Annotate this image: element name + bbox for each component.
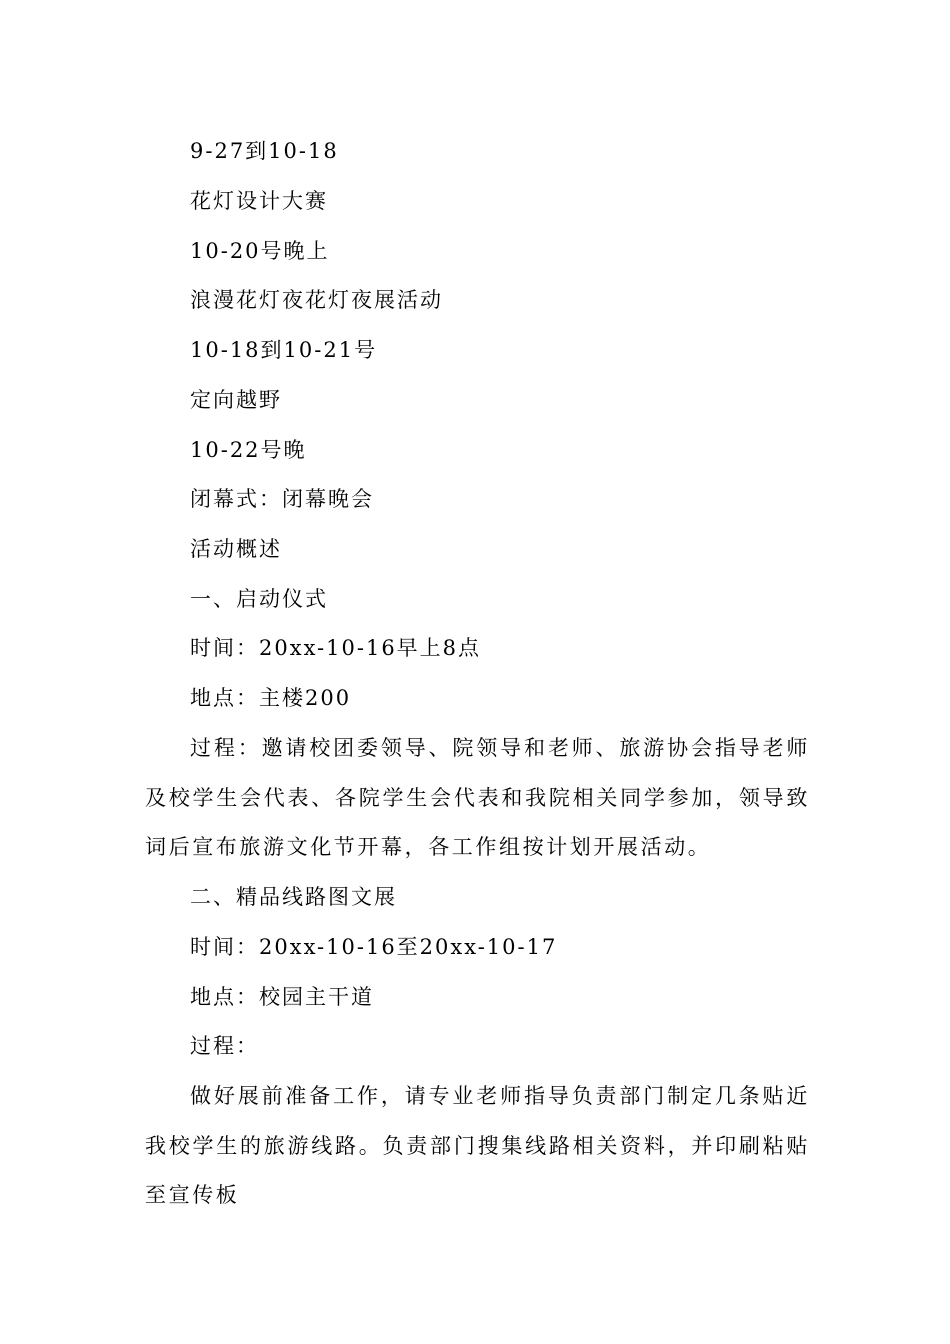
exhibition-process-paragraph: 做好展前准备工作，请专业老师指导负责部门制定几条贴近我校学生的旅游线路。负责部门搜集线路相关资料，并印刷粘贴至宣传板 — [145, 1084, 810, 1208]
schedule-event-2: 浪漫花灯夜花灯夜展活动 — [190, 288, 443, 312]
schedule-date-3: 10-18到10-21号 — [190, 338, 378, 362]
schedule-date-4: 10-22号晚 — [190, 438, 307, 462]
opening-location: 地点：主楼200 — [190, 686, 352, 710]
schedule-event-4: 闭幕式：闭幕晚会 — [190, 487, 374, 511]
exhibition-location: 地点：校园主干道 — [190, 985, 374, 1009]
section-heading-route-exhibition: 二、精品线路图文展 — [190, 885, 397, 909]
schedule-event-1: 花灯设计大赛 — [190, 189, 328, 213]
schedule-date-2: 10-20号晚上 — [190, 239, 330, 263]
opening-process-paragraph: 过程：邀请校团委领导、院领导和老师、旅游协会指导老师及校学生会代表、各院学生会代表和我院相关同学参加，领导致词后宣布旅游文化节开幕，各工作组按计划开展活动。 — [145, 736, 810, 860]
exhibition-process-label: 过程： — [190, 1034, 259, 1058]
schedule-event-3: 定向越野 — [190, 388, 282, 412]
section-heading-opening: 一、启动仪式 — [190, 587, 328, 611]
section-heading-overview: 活动概述 — [190, 537, 282, 561]
exhibition-time: 时间：20xx-10-16至20xx-10-17 — [190, 935, 558, 959]
schedule-date-1: 9-27到10-18 — [190, 139, 339, 163]
opening-time: 时间：20xx-10-16早上8点 — [190, 636, 482, 660]
